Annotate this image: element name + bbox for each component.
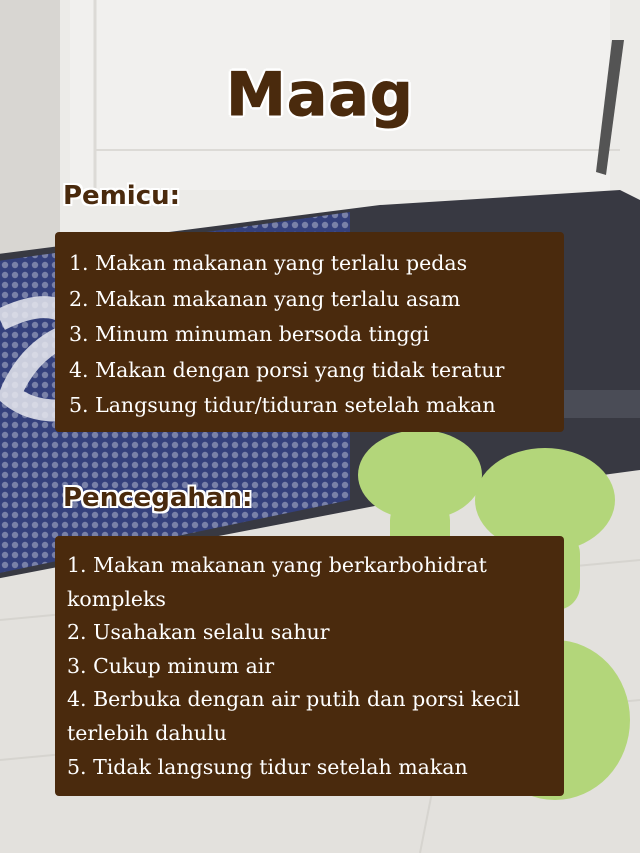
pemicu-heading: Pemicu: [63, 181, 181, 211]
pemicu-panel [55, 232, 564, 432]
pemicu-item: 1. Makan makanan yang terlalu pedas [69, 251, 468, 275]
pemicu-item: 5. Langsung tidur/tiduran setelah makan [69, 393, 496, 417]
pencegahan-heading: Pencegahan: [63, 483, 253, 513]
pencegahan-panel [55, 536, 564, 796]
pencegahan-item: 1. Makan makanan yang berkarbohidrat kompleks [67, 553, 487, 611]
mat-pad [560, 390, 640, 418]
pencegahan-list [67, 549, 554, 784]
pemicu-list [69, 246, 554, 424]
pencegahan-item: 3. Cukup minum air [67, 653, 275, 678]
pencegahan-item: 4. Berbuka dengan air putih dan porsi kecil terlebih dahulu [67, 687, 521, 745]
pencegahan-item: 2. Usahakan selalu sahur [67, 620, 330, 645]
page-title: Maag [226, 60, 414, 130]
pemicu-item: 4. Makan dengan porsi yang tidak teratur [69, 357, 505, 382]
pemicu-item: 2. Makan makanan yang terlalu asam [69, 286, 461, 311]
pencegahan-item: 5. Tidak langsung tidur setelah makan [67, 754, 468, 779]
pemicu-item: 3. Minum minuman bersoda tinggi [69, 322, 430, 346]
